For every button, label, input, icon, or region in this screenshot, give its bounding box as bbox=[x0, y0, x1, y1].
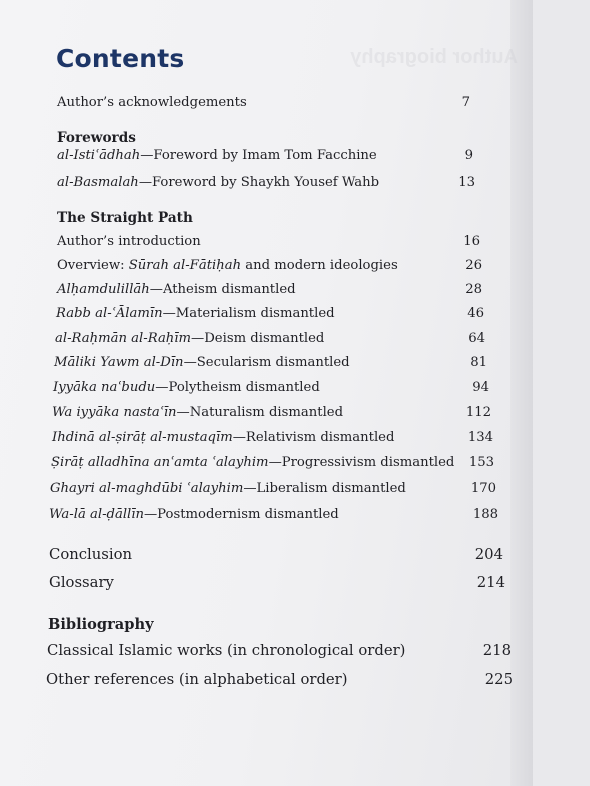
toc-entry-title: Wa-lā al-ḍāllīn—Postmodernism dismantled bbox=[49, 507, 339, 522]
toc-entry-title: Ṣirāṭ alladhīna anʿamta ʿalayhim—Progressivism dismantled bbox=[51, 455, 455, 470]
toc-entry-page: 81 bbox=[470, 355, 487, 370]
toc-entry-page: 13 bbox=[458, 175, 475, 190]
toc-entry-page: 28 bbox=[465, 282, 482, 297]
toc-entry-title: Māliki Yawm al-Dīn—Secularism dismantled bbox=[54, 355, 350, 370]
toc-entry-page: 188 bbox=[472, 507, 498, 522]
toc-entry-page: 64 bbox=[468, 331, 485, 346]
toc-entry-title: Overview: Sūrah al-Fātiḥah and modern ideologies bbox=[57, 258, 398, 273]
toc-entry-title: Classical Islamic works (in chronological order) bbox=[47, 642, 406, 659]
toc-entry-title: Alḥamdulillāh—Atheism dismantled bbox=[57, 282, 296, 297]
toc-entry bbox=[0, 303, 533, 325]
toc-entry-page: 170 bbox=[470, 481, 496, 496]
toc-entry-conclusion bbox=[0, 544, 533, 566]
section-heading-bibliography: Bibliography bbox=[48, 616, 154, 633]
toc-entry bbox=[0, 504, 533, 526]
toc-entry-title: Other references (in alphabetical order) bbox=[46, 671, 348, 688]
toc-entry bbox=[0, 255, 533, 277]
toc-entry bbox=[0, 478, 533, 500]
toc-entry-glossary bbox=[0, 572, 533, 594]
toc-entry-title: Iyyāka naʿbudu—Polytheism dismantled bbox=[53, 380, 320, 395]
toc-entry-page: 153 bbox=[468, 455, 494, 470]
toc-entry-page: 204 bbox=[474, 546, 503, 563]
toc-entry-page: 112 bbox=[465, 405, 491, 420]
toc-entry bbox=[0, 231, 533, 253]
toc-entry-title: Author’s introduction bbox=[57, 234, 201, 249]
toc-entry-page: 9 bbox=[464, 148, 473, 163]
toc-entry bbox=[0, 640, 533, 662]
toc-entry-title: Conclusion bbox=[49, 546, 133, 563]
toc-entry-page: 225 bbox=[484, 671, 513, 688]
toc-entry-title: Author’s acknowledgements bbox=[57, 95, 247, 110]
toc-entry bbox=[0, 669, 533, 691]
toc-entry bbox=[0, 377, 533, 399]
toc-entry bbox=[0, 402, 533, 424]
toc-entry-title: al-Raḥmān al-Raḥīm—Deism dismantled bbox=[55, 331, 325, 346]
toc-entry-title: al-Istiʿādhah—Foreword by Imam Tom Facchine bbox=[57, 148, 377, 163]
toc-entry-title: Wa iyyāka nastaʿīn—Naturalism dismantled bbox=[52, 405, 344, 420]
toc-entry bbox=[0, 452, 533, 474]
toc-entry-page: 46 bbox=[467, 306, 484, 321]
section-heading-forewords: Forewords bbox=[57, 130, 136, 146]
toc-entry bbox=[0, 172, 533, 194]
page-title: Contents bbox=[56, 44, 185, 73]
toc-entry bbox=[0, 145, 533, 167]
toc-entry bbox=[0, 279, 533, 301]
toc-entry bbox=[0, 328, 533, 350]
bleed-through-text: Author biography bbox=[350, 46, 518, 68]
section-heading-straight-path: The Straight Path bbox=[57, 210, 193, 226]
toc-entry-page: 26 bbox=[465, 258, 482, 273]
toc-entry-page: 94 bbox=[472, 380, 489, 395]
toc-entry-page: 134 bbox=[467, 430, 493, 445]
toc-entry-title: Ihdinā al-ṣirāṭ al-mustaqīm—Relativism dismantled bbox=[52, 430, 395, 445]
toc-entry-page: 16 bbox=[463, 234, 480, 249]
toc-entry-title: Rabb al-ʿĀlamīn—Materialism dismantled bbox=[56, 306, 335, 321]
toc-entry-page: 7 bbox=[461, 95, 470, 110]
toc-entry-acknowledgements bbox=[0, 92, 533, 114]
toc-entry bbox=[0, 352, 533, 374]
toc-entry-page: 218 bbox=[482, 642, 511, 659]
toc-entry-title: Ghayri al-maghdūbi ʿalayhim—Liberalism dismantled bbox=[50, 481, 406, 496]
toc-entry-page: 214 bbox=[476, 574, 505, 591]
toc-entry-title: Glossary bbox=[49, 574, 114, 591]
toc-entry-title: al-Basmalah—Foreword by Shaykh Yousef Wahb bbox=[57, 175, 380, 190]
toc-entry bbox=[0, 427, 533, 449]
